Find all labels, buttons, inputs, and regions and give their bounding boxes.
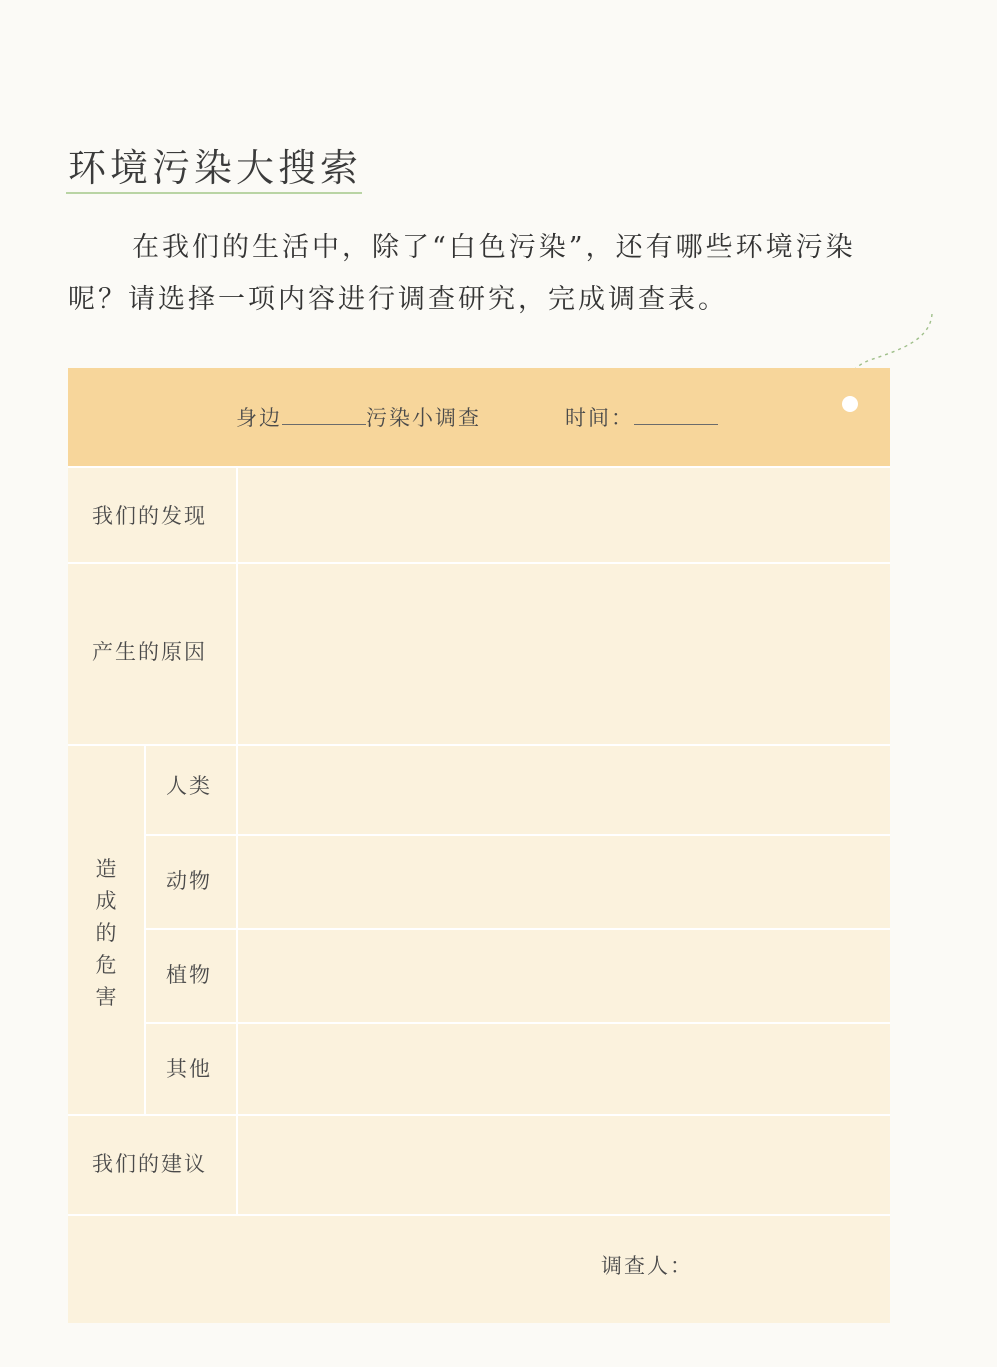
investigator-label: 调查人： (601, 1254, 693, 1278)
time-label: 时间： (565, 406, 634, 430)
row-label-other: 其他 (166, 1057, 212, 1081)
row-label-causes: 产生的原因 (92, 640, 207, 664)
pollution-type-blank[interactable] (282, 404, 366, 425)
row-label-suggestions: 我们的建议 (92, 1152, 207, 1176)
answer-causes[interactable] (238, 564, 890, 744)
row-label-findings: 我们的发现 (92, 504, 207, 528)
survey-title (236, 404, 481, 432)
section-heading: 环境污染大搜索 (68, 146, 363, 190)
answer-humans[interactable] (238, 746, 890, 834)
row-label-humans: 人类 (166, 774, 212, 798)
survey-time (565, 404, 718, 432)
row-label-plants: 植物 (166, 963, 212, 987)
answer-plants[interactable] (238, 930, 890, 1022)
answer-animals[interactable] (238, 836, 890, 928)
column-separator (144, 744, 146, 1114)
punch-hole (842, 396, 858, 412)
investigator-input[interactable] (698, 1246, 868, 1278)
row-label-animals: 动物 (166, 869, 212, 893)
survey-title-prefix: 身边 (236, 406, 282, 430)
survey-title-suffix: 污染小调查 (366, 406, 481, 430)
intro-paragraph: 在我们的生活中，除了“白色污染”，还有哪些环境污染呢？请选择一项内容进行调查研究，完成调查表。 (68, 232, 856, 315)
time-blank[interactable] (634, 404, 718, 425)
answer-suggestions[interactable] (238, 1116, 890, 1214)
answer-other[interactable] (238, 1024, 890, 1114)
heading-underline (66, 192, 362, 194)
survey-table-header (68, 368, 890, 466)
row-label-harm-group: 造成的危害 (95, 857, 117, 1009)
survey-table (68, 368, 890, 1323)
answer-findings[interactable] (238, 468, 890, 562)
